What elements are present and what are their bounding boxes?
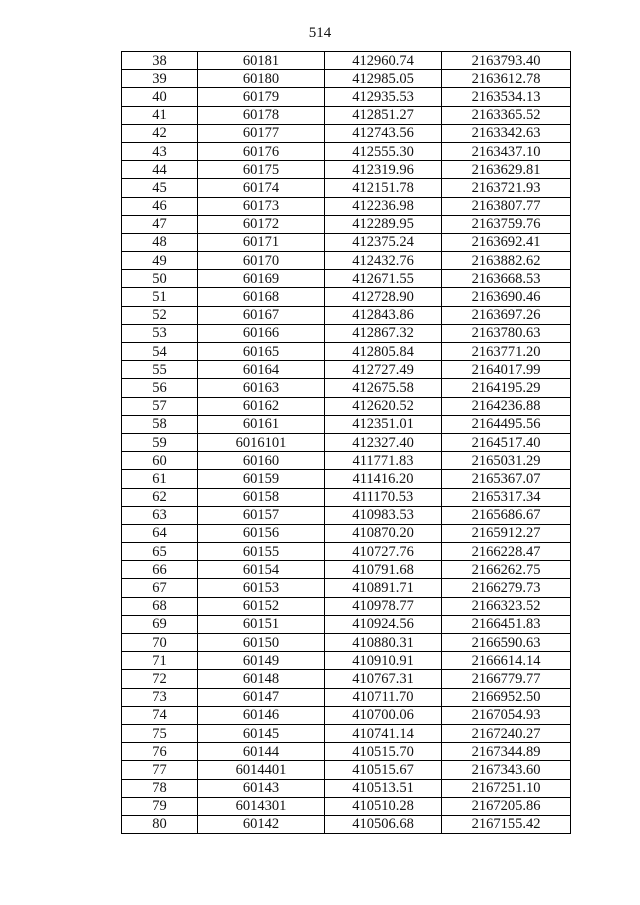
point-id-cell: 60174: [198, 179, 325, 197]
y-coordinate-cell: 2164517.40: [442, 433, 571, 451]
y-coordinate-cell: 2163534.13: [442, 88, 571, 106]
x-coordinate-cell: 412319.96: [325, 161, 442, 179]
table-row: [122, 288, 571, 306]
point-number-cell: 39: [122, 70, 198, 88]
table-row: [122, 506, 571, 524]
table-row: [122, 470, 571, 488]
table-row: [122, 561, 571, 579]
point-number-cell: 77: [122, 761, 198, 779]
point-number-cell: 44: [122, 161, 198, 179]
table-row: [122, 543, 571, 561]
y-coordinate-cell: 2164017.99: [442, 361, 571, 379]
point-id-cell: 60149: [198, 652, 325, 670]
point-id-cell: 60177: [198, 124, 325, 142]
point-id-cell: 60167: [198, 306, 325, 324]
point-id-cell: 60173: [198, 197, 325, 215]
y-coordinate-cell: 2167251.10: [442, 779, 571, 797]
table-row: [122, 361, 571, 379]
point-number-cell: 47: [122, 215, 198, 233]
table-row: [122, 215, 571, 233]
point-id-cell: 60180: [198, 70, 325, 88]
y-coordinate-cell: 2166323.52: [442, 597, 571, 615]
y-coordinate-cell: 2165367.07: [442, 470, 571, 488]
x-coordinate-cell: 412375.24: [325, 233, 442, 251]
point-number-cell: 52: [122, 306, 198, 324]
point-id-cell: 60157: [198, 506, 325, 524]
point-id-cell: 6016101: [198, 433, 325, 451]
table-row: [122, 815, 571, 833]
point-number-cell: 38: [122, 52, 198, 70]
point-number-cell: 62: [122, 488, 198, 506]
x-coordinate-cell: 412805.84: [325, 343, 442, 361]
point-id-cell: 60153: [198, 579, 325, 597]
x-coordinate-cell: 410767.31: [325, 670, 442, 688]
y-coordinate-cell: 2166779.77: [442, 670, 571, 688]
y-coordinate-cell: 2163759.76: [442, 215, 571, 233]
table-row: [122, 579, 571, 597]
point-number-cell: 54: [122, 343, 198, 361]
y-coordinate-cell: 2163807.77: [442, 197, 571, 215]
x-coordinate-cell: 412620.52: [325, 397, 442, 415]
x-coordinate-cell: 412728.90: [325, 288, 442, 306]
x-coordinate-cell: 410924.56: [325, 615, 442, 633]
table-row: [122, 597, 571, 615]
x-coordinate-cell: 410870.20: [325, 524, 442, 542]
y-coordinate-cell: 2164195.29: [442, 379, 571, 397]
x-coordinate-cell: 410513.51: [325, 779, 442, 797]
point-number-cell: 46: [122, 197, 198, 215]
table-row: [122, 415, 571, 433]
point-id-cell: 60170: [198, 252, 325, 270]
point-number-cell: 42: [122, 124, 198, 142]
point-id-cell: 60175: [198, 161, 325, 179]
point-number-cell: 57: [122, 397, 198, 415]
point-id-cell: 60159: [198, 470, 325, 488]
x-coordinate-cell: 410910.91: [325, 652, 442, 670]
point-id-cell: 60143: [198, 779, 325, 797]
y-coordinate-cell: 2166262.75: [442, 561, 571, 579]
table-row: [122, 88, 571, 106]
point-id-cell: 60158: [198, 488, 325, 506]
point-id-cell: 60150: [198, 634, 325, 652]
table-row: [122, 124, 571, 142]
point-id-cell: 60163: [198, 379, 325, 397]
point-number-cell: 65: [122, 543, 198, 561]
table-row: [122, 488, 571, 506]
point-number-cell: 40: [122, 88, 198, 106]
table-row: [122, 797, 571, 815]
x-coordinate-cell: 411170.53: [325, 488, 442, 506]
x-coordinate-cell: 410515.70: [325, 743, 442, 761]
point-number-cell: 76: [122, 743, 198, 761]
table-row: [122, 524, 571, 542]
y-coordinate-cell: 2163771.20: [442, 343, 571, 361]
point-number-cell: 67: [122, 579, 198, 597]
x-coordinate-cell: 410510.28: [325, 797, 442, 815]
point-id-cell: 60160: [198, 452, 325, 470]
point-id-cell: 60145: [198, 724, 325, 742]
table-row: [122, 142, 571, 160]
y-coordinate-cell: 2166590.63: [442, 634, 571, 652]
point-number-cell: 73: [122, 688, 198, 706]
x-coordinate-cell: 410880.31: [325, 634, 442, 652]
point-number-cell: 58: [122, 415, 198, 433]
x-coordinate-cell: 412960.74: [325, 52, 442, 70]
table-row: [122, 670, 571, 688]
point-id-cell: 60148: [198, 670, 325, 688]
y-coordinate-cell: 2167205.86: [442, 797, 571, 815]
x-coordinate-cell: 410727.76: [325, 543, 442, 561]
x-coordinate-cell: 410711.70: [325, 688, 442, 706]
y-coordinate-cell: 2163692.41: [442, 233, 571, 251]
table-row: [122, 706, 571, 724]
y-coordinate-cell: 2166228.47: [442, 543, 571, 561]
y-coordinate-cell: 2166451.83: [442, 615, 571, 633]
y-coordinate-cell: 2163629.81: [442, 161, 571, 179]
x-coordinate-cell: 412851.27: [325, 106, 442, 124]
point-number-cell: 45: [122, 179, 198, 197]
table-row: [122, 688, 571, 706]
y-coordinate-cell: 2166614.14: [442, 652, 571, 670]
y-coordinate-cell: 2165031.29: [442, 452, 571, 470]
y-coordinate-cell: 2167343.60: [442, 761, 571, 779]
table-row: [122, 197, 571, 215]
point-id-cell: 60165: [198, 343, 325, 361]
x-coordinate-cell: 410891.71: [325, 579, 442, 597]
table-row: [122, 343, 571, 361]
table-row: [122, 615, 571, 633]
point-number-cell: 50: [122, 270, 198, 288]
point-number-cell: 69: [122, 615, 198, 633]
point-number-cell: 66: [122, 561, 198, 579]
table-row: [122, 634, 571, 652]
point-number-cell: 41: [122, 106, 198, 124]
point-number-cell: 56: [122, 379, 198, 397]
point-id-cell: 6014401: [198, 761, 325, 779]
point-id-cell: 60156: [198, 524, 325, 542]
y-coordinate-cell: 2163612.78: [442, 70, 571, 88]
y-coordinate-cell: 2163365.52: [442, 106, 571, 124]
point-id-cell: 60147: [198, 688, 325, 706]
table-row: [122, 761, 571, 779]
y-coordinate-cell: 2165686.67: [442, 506, 571, 524]
point-number-cell: 68: [122, 597, 198, 615]
x-coordinate-cell: 412675.58: [325, 379, 442, 397]
y-coordinate-cell: 2163342.63: [442, 124, 571, 142]
point-id-cell: 60146: [198, 706, 325, 724]
x-coordinate-cell: 412432.76: [325, 252, 442, 270]
point-id-cell: 60181: [198, 52, 325, 70]
point-id-cell: 6014301: [198, 797, 325, 815]
x-coordinate-cell: 411416.20: [325, 470, 442, 488]
y-coordinate-cell: 2164495.56: [442, 415, 571, 433]
point-id-cell: 60162: [198, 397, 325, 415]
point-id-cell: 60152: [198, 597, 325, 615]
y-coordinate-cell: 2167240.27: [442, 724, 571, 742]
x-coordinate-cell: 412727.49: [325, 361, 442, 379]
coordinates-table: [121, 51, 571, 834]
point-number-cell: 74: [122, 706, 198, 724]
y-coordinate-cell: 2167155.42: [442, 815, 571, 833]
point-number-cell: 63: [122, 506, 198, 524]
point-id-cell: 60169: [198, 270, 325, 288]
point-number-cell: 72: [122, 670, 198, 688]
point-id-cell: 60142: [198, 815, 325, 833]
x-coordinate-cell: 412351.01: [325, 415, 442, 433]
table-body: [122, 52, 571, 834]
table-row: [122, 179, 571, 197]
point-id-cell: 60144: [198, 743, 325, 761]
table-row: [122, 306, 571, 324]
table-row: [122, 161, 571, 179]
x-coordinate-cell: 412671.55: [325, 270, 442, 288]
x-coordinate-cell: 411771.83: [325, 452, 442, 470]
point-number-cell: 49: [122, 252, 198, 270]
point-id-cell: 60176: [198, 142, 325, 160]
y-coordinate-cell: 2163793.40: [442, 52, 571, 70]
point-number-cell: 71: [122, 652, 198, 670]
point-number-cell: 64: [122, 524, 198, 542]
table-row: [122, 270, 571, 288]
x-coordinate-cell: 412867.32: [325, 324, 442, 342]
table-row: [122, 324, 571, 342]
point-number-cell: 61: [122, 470, 198, 488]
page-number: 514: [308, 25, 332, 41]
y-coordinate-cell: 2163668.53: [442, 270, 571, 288]
x-coordinate-cell: 412985.05: [325, 70, 442, 88]
y-coordinate-cell: 2165317.34: [442, 488, 571, 506]
point-id-cell: 60166: [198, 324, 325, 342]
point-number-cell: 60: [122, 452, 198, 470]
x-coordinate-cell: 412289.95: [325, 215, 442, 233]
table-row: [122, 233, 571, 251]
y-coordinate-cell: 2167054.93: [442, 706, 571, 724]
point-id-cell: 60154: [198, 561, 325, 579]
point-number-cell: 55: [122, 361, 198, 379]
point-number-cell: 43: [122, 142, 198, 160]
y-coordinate-cell: 2166952.50: [442, 688, 571, 706]
y-coordinate-cell: 2163721.93: [442, 179, 571, 197]
x-coordinate-cell: 410791.68: [325, 561, 442, 579]
x-coordinate-cell: 412843.86: [325, 306, 442, 324]
point-number-cell: 79: [122, 797, 198, 815]
y-coordinate-cell: 2167344.89: [442, 743, 571, 761]
point-id-cell: 60179: [198, 88, 325, 106]
y-coordinate-cell: 2166279.73: [442, 579, 571, 597]
x-coordinate-cell: 412327.40: [325, 433, 442, 451]
y-coordinate-cell: 2163690.46: [442, 288, 571, 306]
table-row: [122, 433, 571, 451]
y-coordinate-cell: 2163437.10: [442, 142, 571, 160]
x-coordinate-cell: 412555.30: [325, 142, 442, 160]
x-coordinate-cell: 410983.53: [325, 506, 442, 524]
table-row: [122, 743, 571, 761]
point-id-cell: 60178: [198, 106, 325, 124]
table-row: [122, 397, 571, 415]
point-number-cell: 70: [122, 634, 198, 652]
x-coordinate-cell: 412935.53: [325, 88, 442, 106]
table-row: [122, 252, 571, 270]
x-coordinate-cell: 410515.67: [325, 761, 442, 779]
point-number-cell: 53: [122, 324, 198, 342]
point-id-cell: 60151: [198, 615, 325, 633]
x-coordinate-cell: 412743.56: [325, 124, 442, 142]
point-id-cell: 60168: [198, 288, 325, 306]
point-number-cell: 78: [122, 779, 198, 797]
table-row: [122, 106, 571, 124]
table-row: [122, 652, 571, 670]
point-number-cell: 48: [122, 233, 198, 251]
x-coordinate-cell: 410741.14: [325, 724, 442, 742]
table-row: [122, 779, 571, 797]
x-coordinate-cell: 410506.68: [325, 815, 442, 833]
point-id-cell: 60155: [198, 543, 325, 561]
point-number-cell: 51: [122, 288, 198, 306]
table-row: [122, 379, 571, 397]
y-coordinate-cell: 2165912.27: [442, 524, 571, 542]
point-id-cell: 60172: [198, 215, 325, 233]
y-coordinate-cell: 2163780.63: [442, 324, 571, 342]
point-id-cell: 60164: [198, 361, 325, 379]
y-coordinate-cell: 2164236.88: [442, 397, 571, 415]
table-row: [122, 70, 571, 88]
x-coordinate-cell: 410700.06: [325, 706, 442, 724]
point-number-cell: 80: [122, 815, 198, 833]
point-id-cell: 60171: [198, 233, 325, 251]
point-number-cell: 59: [122, 433, 198, 451]
x-coordinate-cell: 410978.77: [325, 597, 442, 615]
table-row: [122, 452, 571, 470]
point-id-cell: 60161: [198, 415, 325, 433]
table-row: [122, 52, 571, 70]
table-row: [122, 724, 571, 742]
x-coordinate-cell: 412236.98: [325, 197, 442, 215]
y-coordinate-cell: 2163697.26: [442, 306, 571, 324]
point-number-cell: 75: [122, 724, 198, 742]
x-coordinate-cell: 412151.78: [325, 179, 442, 197]
y-coordinate-cell: 2163882.62: [442, 252, 571, 270]
